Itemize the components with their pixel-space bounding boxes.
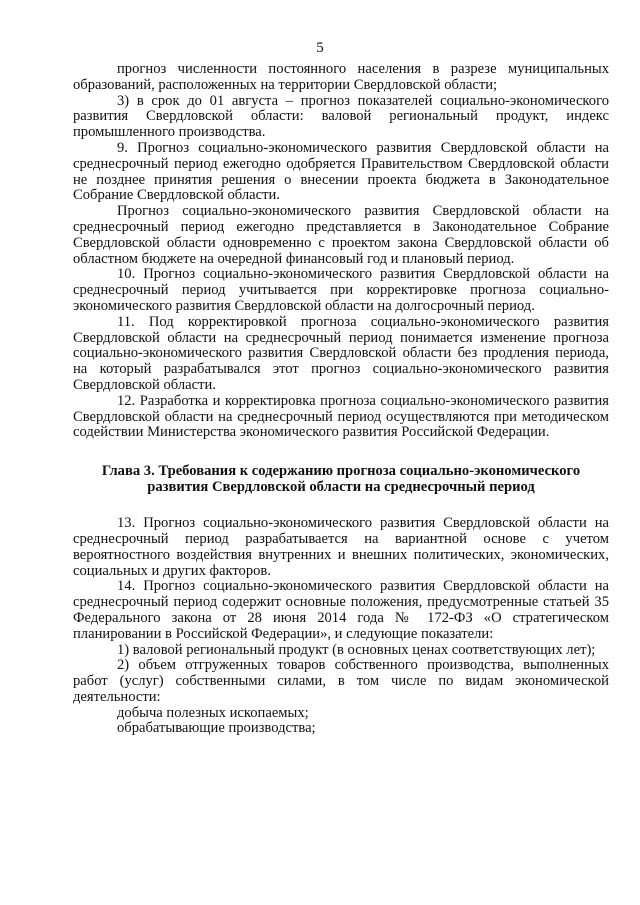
paragraph: 14. Прогноз социально-экономического развития Свердловской области на среднесрочный период содержит основные положения, предусмотренные статьей 35 Федерального закона от 28 июня 2014 года № 172-ФЗ «О стратегическом планировании в Российской Федерации», и следующие показатели: [73,578,609,642]
paragraph: 1) валовой региональный продукт (в основных ценах соответствующих лет); [117,641,596,658]
chapter-heading-line: Глава 3. Требования к содержанию прогноза социально-экономического [101,463,581,480]
paragraph: 13. Прогноз социально-экономического развития Свердловской области на среднесрочный период разрабатывается на вариантной основе с учетом вероятностного воздействия внутренних и внешних политических, экономических, социальных и других факторов. [73,515,609,579]
chapter-heading [73,463,609,495]
paragraph: Прогноз социально-экономического развития Свердловской области на среднесрочный период ежегодно представляется в Законодательное Собрание Свердловской области одновременно с проектом закона Свердловской области об областном бюджете на очередной финансовый год и плановый период. [73,203,609,267]
paragraph: 2) объем отгруженных товаров собственного производства, выполненных работ (услуг) собственными силами, в том числе по видам экономической деятельности: [73,657,609,705]
paragraph: 11. Под корректировкой прогноза социально-экономического развития Свердловской области на среднесрочный период понимается изменение прогноза социально-экономического развития Свердловской области без продления периода, на который разрабатывался этот прогноз социально-экономического развития Свердловской области. [73,313,609,393]
paragraph: 3) в срок до 01 августа – прогноз показателей социально-экономического развития Свердловской области: валовой региональный продукт, индекс промышленного производства. [73,92,609,141]
list-item: добыча полезных ископаемых; [117,704,309,721]
list-item: обрабатывающие производства; [117,720,316,737]
document-body [73,62,609,737]
paragraph: 12. Разработка и корректировка прогноза социально-экономического развития Свердловской области на среднесрочный период осуществляются при методическом содействии Министерства экономического развития Российской Федерации. [73,392,609,441]
chapter-heading-line: развития Свердловской области на среднесрочный период [147,479,535,496]
paragraph: 10. Прогноз социально-экономического развития Свердловской области на среднесрочный период учитывается при корректировке прогноза социально-экономического развития Свердловской области на долгосрочный период. [73,266,609,314]
page-number: 5 [316,40,324,56]
paragraph: 9. Прогноз социально-экономического развития Свердловской области на среднесрочный период ежегодно одобряется Правительством Свердловской области не позднее принятия решения о внесении проекта бюджета в Законодательное Собрание Свердловской области. [73,139,609,204]
paragraph: прогноз численности постоянного населения в разрезе муниципальных образований, расположенных на территории Свердловской области; [73,61,609,93]
